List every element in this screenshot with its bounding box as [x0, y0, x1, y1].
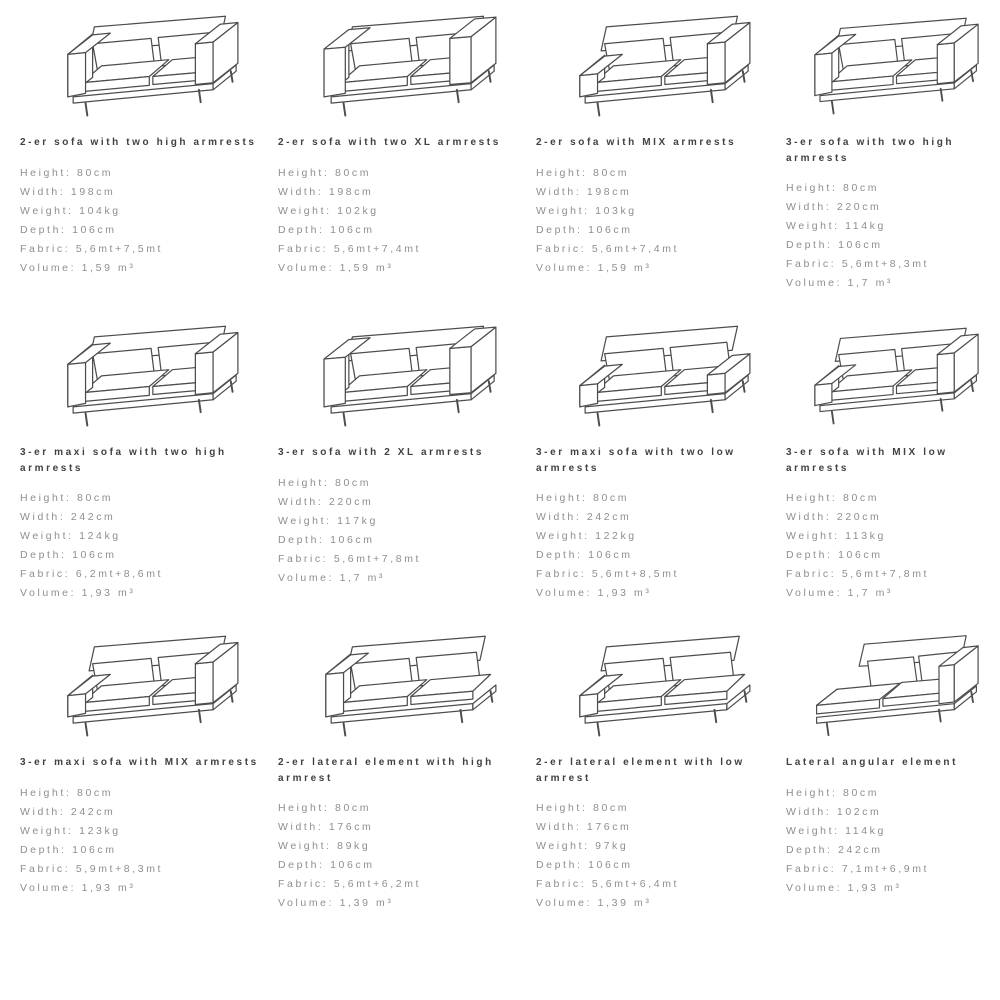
- spec-label: Weight:: [20, 204, 80, 217]
- spec-fabric: [786, 565, 990, 584]
- spec-value: 80cm: [593, 492, 630, 504]
- spec-value: 106cm: [330, 223, 375, 236]
- spec-value: 106cm: [588, 859, 633, 871]
- spec-fabric: [278, 875, 526, 894]
- spec-list: [536, 164, 776, 278]
- spec-label: Fabric:: [786, 258, 842, 270]
- sofa-line-drawing-icon: [20, 622, 268, 748]
- spec-fabric: [786, 860, 990, 879]
- product-title: 2-er sofa with MIX armrests: [536, 137, 737, 148]
- spec-width: [20, 183, 268, 202]
- spec-value: 6,2mt+8,6mt: [75, 568, 164, 580]
- spec-value: 5,6mt+7,8mt: [333, 552, 422, 565]
- spec-label: Volume:: [20, 881, 82, 894]
- spec-height: [20, 164, 268, 183]
- sofa-line-drawing-icon: [278, 622, 526, 748]
- product-title: 3-er maxi sofa with MIX armrests: [20, 757, 259, 768]
- spec-width: [536, 818, 776, 837]
- spec-list: [786, 784, 990, 898]
- spec-value: 114kg: [845, 220, 886, 232]
- product-title: 3-er sofa with MIX low armrests: [786, 447, 948, 474]
- spec-volume: [278, 894, 526, 913]
- spec-label: Weight:: [20, 824, 80, 837]
- spec-depth: [278, 856, 526, 875]
- product-card: [276, 312, 534, 622]
- spec-label: Weight:: [20, 530, 80, 542]
- spec-value: 5,6mt+8,3mt: [841, 258, 930, 270]
- spec-label: Depth:: [278, 859, 331, 871]
- spec-value: 80cm: [335, 802, 372, 814]
- spec-label: Depth:: [786, 549, 839, 561]
- spec-value: 80cm: [77, 786, 114, 799]
- spec-height: [278, 164, 526, 183]
- spec-value: 1,7 m³: [847, 277, 894, 289]
- sofa-line-drawing-icon: [278, 312, 526, 438]
- spec-depth: [786, 546, 990, 565]
- spec-value: 242cm: [838, 843, 883, 856]
- spec-label: Volume:: [786, 587, 848, 599]
- product-title: 3-er maxi sofa with two high armrests: [20, 447, 227, 474]
- spec-weight: [786, 217, 990, 236]
- spec-depth: [786, 236, 990, 255]
- spec-list: [278, 164, 526, 278]
- spec-label: Fabric:: [20, 242, 76, 255]
- spec-label: Height:: [20, 166, 77, 179]
- spec-weight: [20, 202, 268, 221]
- spec-label: Height:: [278, 802, 335, 814]
- spec-label: Depth:: [20, 549, 73, 561]
- spec-value: 220cm: [836, 511, 882, 523]
- spec-label: Weight:: [278, 514, 338, 527]
- spec-value: 1,7 m³: [847, 587, 894, 599]
- spec-weight: [786, 822, 990, 841]
- product-card: [784, 312, 998, 622]
- product-card: [534, 312, 784, 622]
- spec-label: Depth:: [536, 549, 589, 561]
- spec-value: 1,93 m³: [597, 587, 652, 599]
- product-title: 2-er sofa with two high armrests: [20, 137, 257, 148]
- sofa-line-drawing-icon: [786, 312, 990, 438]
- spec-value: 80cm: [77, 166, 114, 179]
- spec-value: 5,6mt+8,5mt: [591, 568, 680, 580]
- spec-label: Weight:: [536, 204, 596, 217]
- spec-fabric: [536, 875, 776, 894]
- spec-volume: [20, 259, 268, 278]
- sofa-line-drawing-icon: [536, 622, 776, 748]
- spec-label: Fabric:: [536, 878, 592, 890]
- spec-label: Height:: [536, 802, 593, 814]
- spec-value: 80cm: [843, 786, 880, 799]
- spec-label: Width:: [20, 805, 71, 818]
- product-title: 3-er sofa with 2 XL armrests: [278, 447, 485, 458]
- spec-label: Depth:: [536, 859, 589, 871]
- spec-label: Volume:: [20, 261, 82, 274]
- spec-label: Volume:: [536, 897, 598, 909]
- spec-label: Volume:: [278, 571, 340, 584]
- spec-value: 117kg: [337, 514, 378, 527]
- spec-weight: [20, 527, 268, 546]
- spec-list: [786, 489, 990, 603]
- spec-depth: [536, 856, 776, 875]
- spec-label: Depth:: [20, 843, 73, 856]
- sofa-line-drawing-icon: [536, 2, 776, 128]
- spec-width: [278, 818, 526, 837]
- spec-label: Fabric:: [786, 568, 842, 580]
- spec-value: 104kg: [79, 204, 121, 217]
- spec-label: Depth:: [536, 223, 589, 236]
- spec-label: Width:: [20, 185, 71, 198]
- spec-value: 106cm: [330, 859, 375, 871]
- spec-fabric: [786, 255, 990, 274]
- spec-value: 102kg: [337, 204, 379, 217]
- spec-value: 106cm: [588, 549, 633, 561]
- spec-depth: [278, 221, 526, 240]
- spec-value: 1,59 m³: [339, 261, 394, 274]
- spec-value: 5,6mt+7,8mt: [841, 568, 930, 580]
- spec-value: 5,6mt+6,4mt: [591, 878, 680, 890]
- spec-label: Weight:: [536, 530, 596, 542]
- product-card: [534, 2, 784, 312]
- spec-label: Width:: [786, 805, 837, 818]
- spec-value: 176cm: [586, 821, 632, 833]
- spec-volume: [536, 259, 776, 278]
- spec-value: 1,39 m³: [597, 897, 652, 909]
- sofa-line-drawing-icon: [786, 2, 990, 128]
- spec-volume: [786, 879, 990, 898]
- spec-height: [536, 799, 776, 818]
- spec-value: 5,6mt+7,4mt: [333, 242, 422, 255]
- spec-height: [786, 179, 990, 198]
- spec-value: 198cm: [70, 185, 116, 198]
- spec-volume: [786, 584, 990, 603]
- spec-label: Depth:: [20, 223, 73, 236]
- spec-value: 114kg: [845, 824, 886, 837]
- spec-value: 198cm: [586, 185, 632, 198]
- spec-weight: [536, 527, 776, 546]
- spec-depth: [536, 546, 776, 565]
- sofa-line-drawing-icon: [536, 312, 776, 438]
- product-card: [784, 622, 998, 932]
- spec-value: 1,93 m³: [81, 881, 136, 894]
- spec-value: 80cm: [77, 492, 114, 504]
- spec-width: [20, 508, 268, 527]
- spec-list: [20, 164, 268, 278]
- spec-depth: [20, 841, 268, 860]
- spec-value: 80cm: [593, 166, 630, 179]
- spec-value: 1,93 m³: [847, 881, 902, 894]
- spec-label: Width:: [536, 821, 587, 833]
- spec-volume: [536, 584, 776, 603]
- spec-label: Fabric:: [20, 568, 76, 580]
- spec-weight: [278, 202, 526, 221]
- spec-label: Height:: [786, 182, 843, 194]
- spec-value: 1,39 m³: [339, 897, 394, 909]
- spec-value: 106cm: [588, 223, 633, 236]
- spec-volume: [786, 274, 990, 293]
- spec-value: 106cm: [330, 533, 375, 546]
- product-card: [18, 2, 276, 312]
- spec-width: [786, 508, 990, 527]
- spec-label: Height:: [20, 786, 77, 799]
- spec-fabric: [20, 565, 268, 584]
- spec-value: 242cm: [70, 805, 116, 818]
- spec-width: [20, 803, 268, 822]
- spec-value: 102cm: [836, 805, 882, 818]
- spec-value: 106cm: [72, 843, 117, 856]
- spec-label: Height:: [278, 166, 335, 179]
- spec-depth: [20, 546, 268, 565]
- spec-label: Weight:: [786, 530, 846, 542]
- spec-value: 80cm: [335, 166, 372, 179]
- spec-label: Height:: [786, 786, 843, 799]
- spec-weight: [278, 837, 526, 856]
- spec-label: Width:: [20, 511, 71, 523]
- spec-value: 5,6mt+7,5mt: [75, 242, 164, 255]
- spec-value: 97kg: [595, 840, 629, 852]
- spec-fabric: [278, 240, 526, 259]
- spec-label: Weight:: [536, 840, 596, 852]
- spec-label: Depth:: [786, 843, 839, 856]
- product-title: 2-er lateral element with high armrest: [278, 757, 494, 784]
- product-title: 2-er sofa with two XL armrests: [278, 137, 501, 148]
- spec-volume: [536, 894, 776, 913]
- spec-label: Volume:: [278, 261, 340, 274]
- spec-value: 122kg: [595, 530, 637, 542]
- spec-label: Fabric:: [20, 862, 76, 875]
- spec-label: Volume:: [786, 277, 848, 289]
- sofa-line-drawing-icon: [20, 2, 268, 128]
- product-card: [534, 622, 784, 932]
- spec-value: 176cm: [328, 821, 374, 833]
- spec-weight: [786, 527, 990, 546]
- spec-list: [20, 784, 268, 898]
- spec-label: Width:: [536, 185, 587, 198]
- spec-label: Volume:: [536, 261, 598, 274]
- spec-width: [278, 493, 526, 512]
- spec-weight: [20, 822, 268, 841]
- spec-width: [786, 198, 990, 217]
- spec-list: [278, 474, 526, 588]
- spec-value: 80cm: [593, 802, 630, 814]
- product-card: [784, 2, 998, 312]
- spec-label: Fabric:: [278, 878, 334, 890]
- spec-label: Depth:: [786, 239, 839, 251]
- spec-value: 1,59 m³: [597, 261, 652, 274]
- product-card: [18, 312, 276, 622]
- spec-label: Height:: [536, 166, 593, 179]
- spec-value: 1,93 m³: [81, 587, 136, 599]
- spec-label: Fabric:: [278, 242, 334, 255]
- spec-value: 80cm: [843, 492, 880, 504]
- spec-value: 5,6mt+7,4mt: [591, 242, 680, 255]
- spec-label: Width:: [786, 201, 837, 213]
- spec-volume: [278, 569, 526, 588]
- spec-width: [786, 803, 990, 822]
- spec-value: 198cm: [328, 185, 374, 198]
- spec-volume: [278, 259, 526, 278]
- spec-value: 220cm: [328, 495, 374, 508]
- spec-label: Fabric:: [536, 242, 592, 255]
- spec-depth: [20, 221, 268, 240]
- spec-value: 242cm: [70, 511, 116, 523]
- product-title: Lateral angular element: [786, 757, 959, 768]
- spec-value: 242cm: [586, 511, 632, 523]
- spec-label: Height:: [536, 492, 593, 504]
- spec-weight: [536, 202, 776, 221]
- spec-label: Fabric:: [786, 862, 842, 875]
- spec-value: 5,9mt+8,3mt: [75, 862, 164, 875]
- spec-label: Width:: [786, 511, 837, 523]
- spec-value: 106cm: [72, 549, 117, 561]
- spec-value: 103kg: [595, 204, 637, 217]
- spec-width: [536, 508, 776, 527]
- spec-fabric: [536, 565, 776, 584]
- spec-height: [20, 784, 268, 803]
- spec-label: Width:: [278, 495, 329, 508]
- product-title: 3-er sofa with two high armrests: [786, 137, 955, 164]
- spec-weight: [278, 512, 526, 531]
- spec-label: Volume:: [786, 881, 848, 894]
- spec-label: Weight:: [278, 204, 338, 217]
- spec-value: 123kg: [79, 824, 121, 837]
- spec-label: Height:: [786, 492, 843, 504]
- spec-height: [536, 164, 776, 183]
- spec-height: [278, 474, 526, 493]
- spec-value: 89kg: [337, 840, 371, 852]
- spec-list: [278, 799, 526, 913]
- spec-value: 80cm: [335, 476, 372, 489]
- spec-height: [786, 489, 990, 508]
- spec-depth: [278, 531, 526, 550]
- spec-height: [278, 799, 526, 818]
- spec-label: Fabric:: [536, 568, 592, 580]
- product-card: [18, 622, 276, 932]
- product-card: [276, 2, 534, 312]
- spec-value: 113kg: [845, 530, 886, 542]
- spec-volume: [20, 879, 268, 898]
- sofa-line-drawing-icon: [786, 622, 990, 748]
- product-title: 2-er lateral element with low armrest: [536, 757, 745, 784]
- spec-width: [536, 183, 776, 202]
- spec-label: Depth:: [278, 533, 331, 546]
- spec-label: Weight:: [278, 840, 338, 852]
- spec-value: 1,7 m³: [339, 571, 386, 584]
- sofa-line-drawing-icon: [20, 312, 268, 438]
- spec-list: [786, 179, 990, 293]
- spec-label: Height:: [278, 476, 335, 489]
- spec-volume: [20, 584, 268, 603]
- spec-weight: [536, 837, 776, 856]
- spec-value: 124kg: [79, 530, 121, 542]
- spec-value: 1,59 m³: [81, 261, 136, 274]
- spec-label: Volume:: [278, 897, 340, 909]
- spec-label: Fabric:: [278, 552, 334, 565]
- spec-value: 7,1mt+6,9mt: [841, 862, 930, 875]
- spec-label: Volume:: [20, 587, 82, 599]
- spec-depth: [786, 841, 990, 860]
- spec-value: 106cm: [838, 549, 883, 561]
- spec-fabric: [20, 860, 268, 879]
- spec-list: [20, 489, 268, 603]
- spec-depth: [536, 221, 776, 240]
- spec-height: [20, 489, 268, 508]
- spec-value: 220cm: [836, 201, 882, 213]
- spec-label: Volume:: [536, 587, 598, 599]
- spec-label: Width:: [278, 821, 329, 833]
- spec-value: 80cm: [843, 182, 880, 194]
- spec-label: Weight:: [786, 824, 846, 837]
- spec-list: [536, 799, 776, 913]
- spec-height: [536, 489, 776, 508]
- spec-value: 106cm: [72, 223, 117, 236]
- spec-label: Weight:: [786, 220, 846, 232]
- spec-fabric: [20, 240, 268, 259]
- spec-height: [786, 784, 990, 803]
- spec-fabric: [278, 550, 526, 569]
- spec-width: [278, 183, 526, 202]
- spec-value: 106cm: [838, 239, 883, 251]
- product-card: [276, 622, 534, 932]
- spec-label: Width:: [536, 511, 587, 523]
- spec-fabric: [536, 240, 776, 259]
- product-title: 3-er maxi sofa with two low armrests: [536, 447, 736, 474]
- spec-value: 5,6mt+6,2mt: [333, 878, 422, 890]
- spec-label: Depth:: [278, 223, 331, 236]
- spec-list: [536, 489, 776, 603]
- spec-label: Height:: [20, 492, 77, 504]
- sofa-line-drawing-icon: [278, 2, 526, 128]
- spec-label: Width:: [278, 185, 329, 198]
